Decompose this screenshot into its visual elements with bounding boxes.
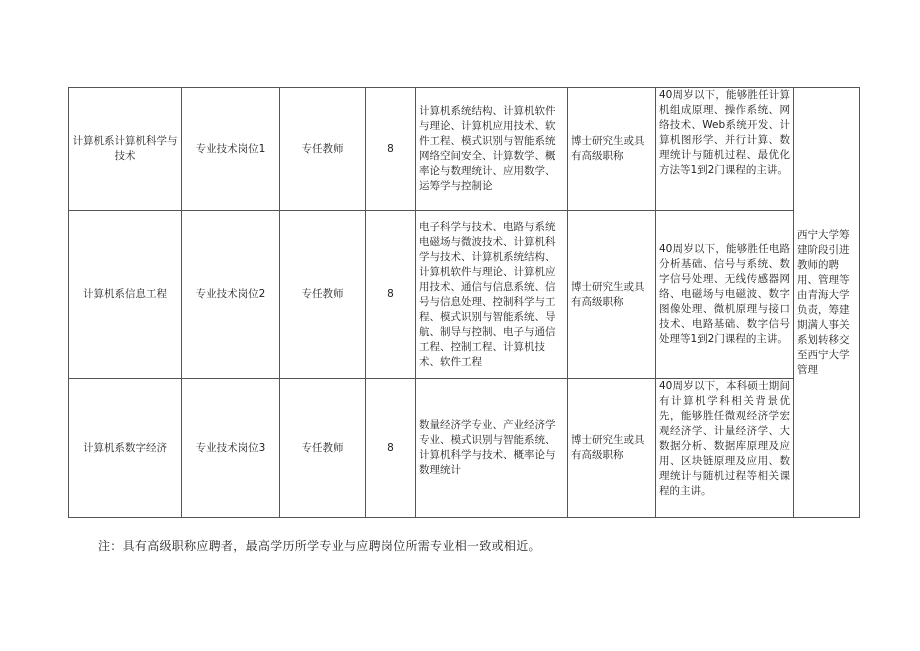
requirements-cell: 40周岁以下，能够胜任计算机组成原理、操作系统、网络技术、Web系统开发、计算机图形学、并行计算、数理统计与随机过程、最优化方法等1到2门课程的主讲。 — [656, 88, 794, 211]
education-cell: 博士研究生或具有高级职称 — [568, 88, 656, 211]
requirements-cell: 40周岁以下，本科硕士期间有计算机学科相关背景优先，能够胜任微观经济学宏观经济学、计量经济学、大数据分析、数据库原理及应用、区块链原理及应用、数理统计与随机过程等相关课程的主讲。 — [656, 379, 794, 518]
remark-cell: 西宁大学筹建阶段引进教师的聘用、管理等由青海大学负责，筹建期满人事关系划转移交至西宁大学管理 — [794, 88, 860, 518]
major-cell: 电子科学与技术、电路与系统电磁场与微波技术、计算机科学与技术、计算机系统结构、计算机软件与理论、计算机应用技术、通信与信息系统、信号与信息处理、控制科学与工程、模式识别与智能系统、导航、制导与控制、电子与通信工程、控制工程、计算机技术、软件工程 — [416, 211, 568, 379]
table-row — [69, 88, 860, 211]
position-type-cell: 专业技术岗位1 — [182, 88, 280, 211]
recruitment-table — [68, 87, 860, 518]
department-cell: 计算机系计算机科学与技术 — [69, 88, 182, 211]
count-cell: 8 — [366, 379, 416, 518]
department-cell: 计算机系数字经济 — [69, 379, 182, 518]
table-row — [69, 211, 860, 379]
post-cell: 专任教师 — [280, 379, 366, 518]
education-cell: 博士研究生或具有高级职称 — [568, 211, 656, 379]
footnote: 注：具有高级职称应聘者，最高学历所学专业与应聘岗位所需专业相一致或相近。 — [98, 539, 541, 553]
department-cell: 计算机系信息工程 — [69, 211, 182, 379]
position-type-cell: 专业技术岗位2 — [182, 211, 280, 379]
post-cell: 专任教师 — [280, 88, 366, 211]
table-row — [69, 379, 860, 518]
major-cell: 数量经济学专业、产业经济学专业、模式识别与智能系统、计算机科学与技术、概率论与数理统计 — [416, 379, 568, 518]
count-cell: 8 — [366, 88, 416, 211]
major-cell: 计算机系统结构、计算机软件与理论、计算机应用技术、软件工程、模式识别与智能系统网络空间安全、计算数学、概率论与数理统计、应用数学、运筹学与控制论 — [416, 88, 568, 211]
requirements-cell: 40周岁以下，能够胜任电路分析基础、信号与系统、数字信号处理、无线传感器网络、电磁场与电磁波、数字图像处理、微机原理与接口技术、电路基础、数字信号处理等1到2门课程的主讲。 — [656, 211, 794, 379]
post-cell: 专任教师 — [280, 211, 366, 379]
count-cell: 8 — [366, 211, 416, 379]
education-cell: 博士研究生或具有高级职称 — [568, 379, 656, 518]
position-type-cell: 专业技术岗位3 — [182, 379, 280, 518]
